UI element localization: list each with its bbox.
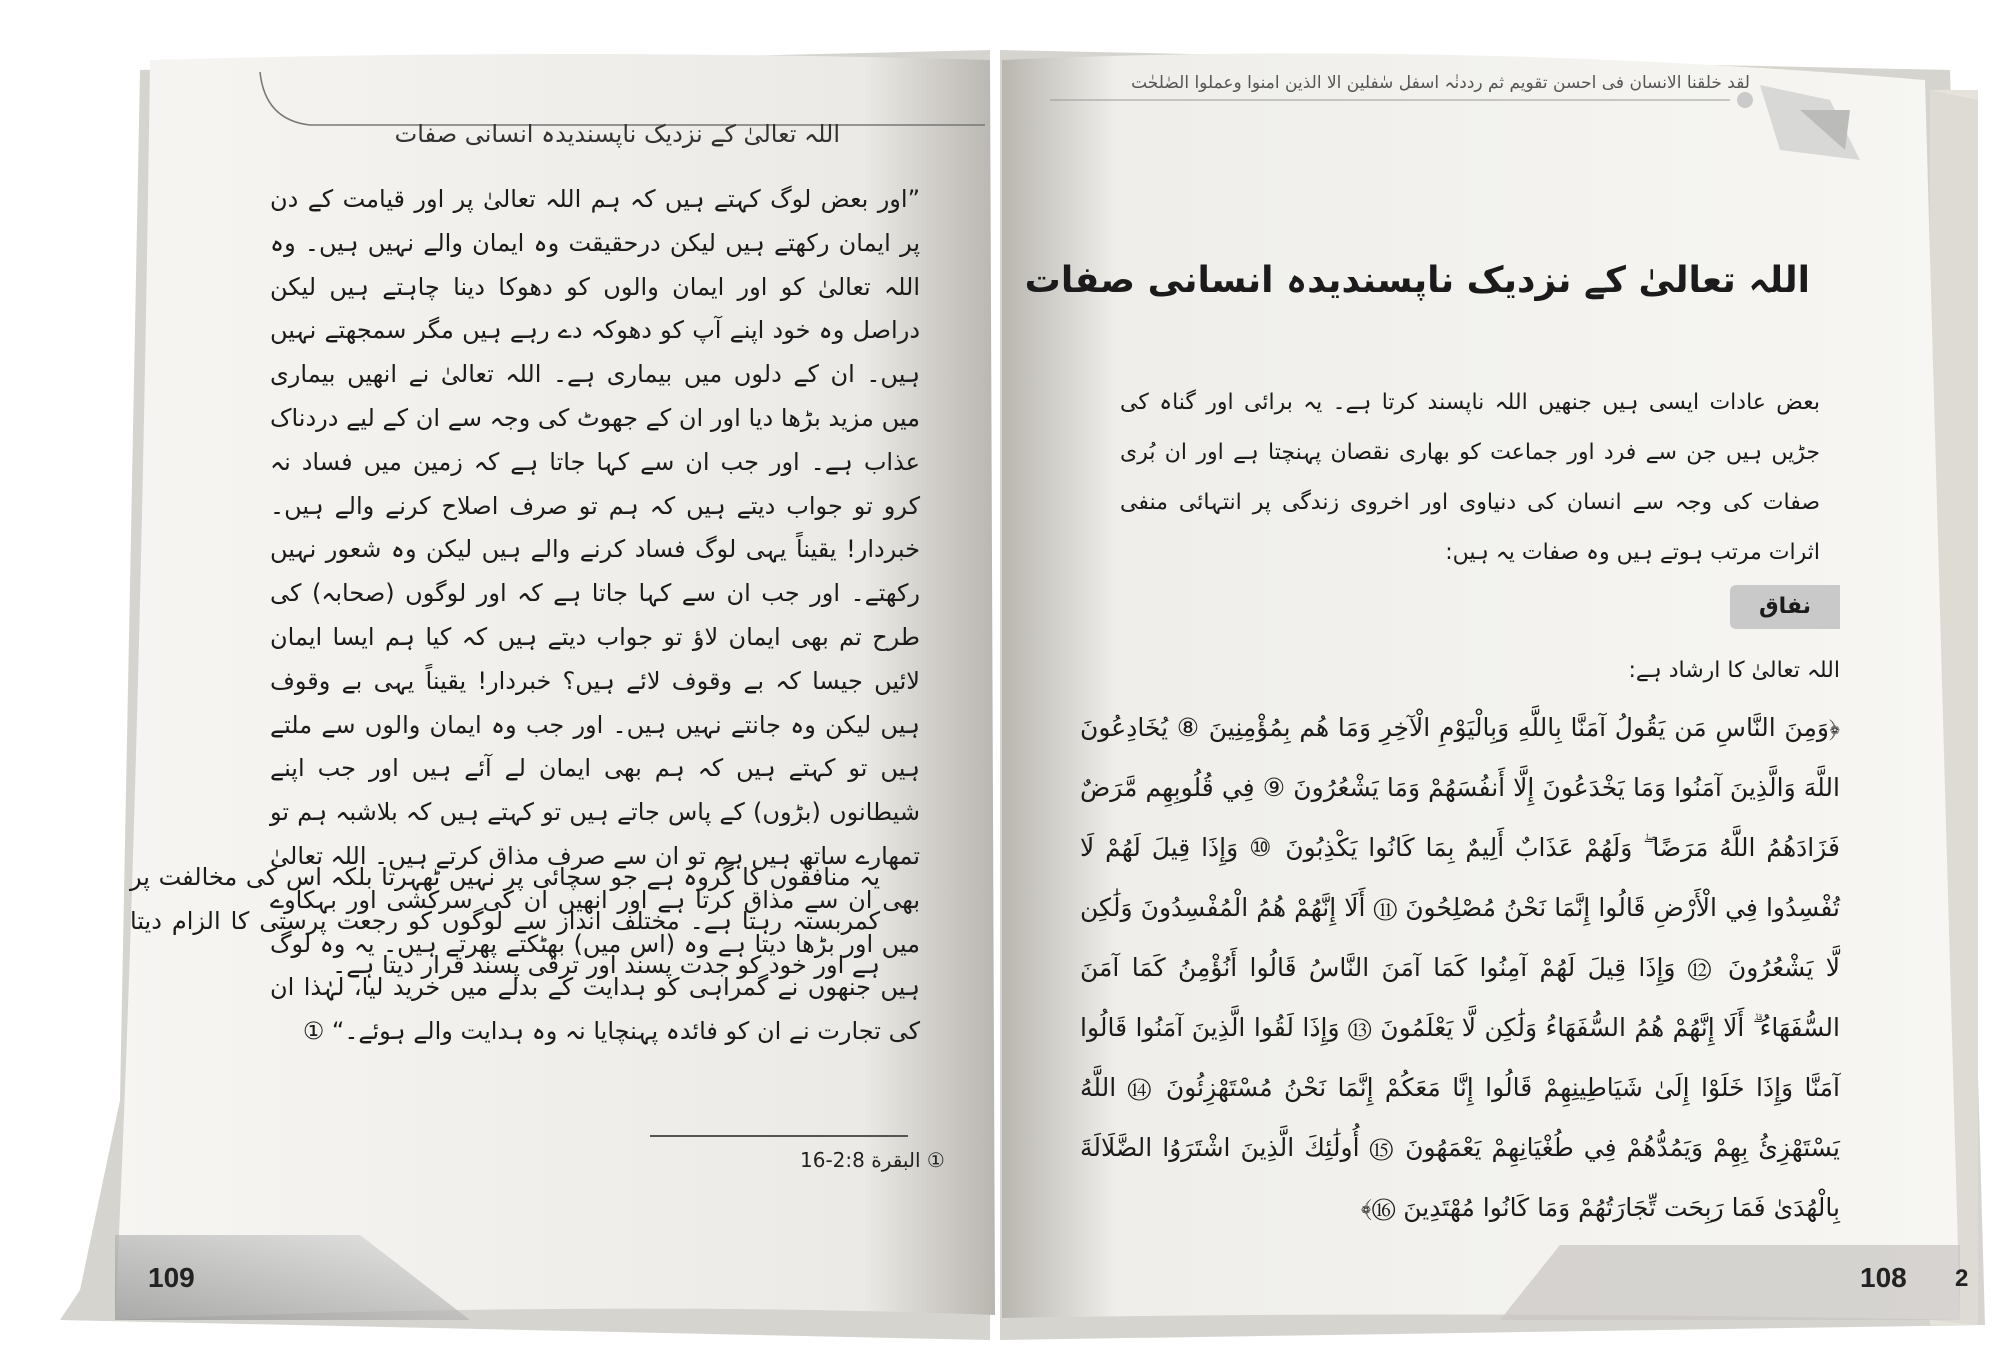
page-number-left: 109 (148, 1262, 195, 1293)
page-edge-number: 2 (1955, 1265, 1969, 1292)
section-label: نفاق (1730, 585, 1840, 629)
left-quote-paragraph: ”اور بعض لوگ کہتے ہیں کہ ہم اللہ تعالیٰ پر اور قیامت کے دن پر ایمان رکھتے ہیں لیکن درحقیقت وہ ایمان والے نہیں ہیں۔ وہ اللہ تعالیٰ کو اور ایمان والوں کو دھوکا دینا چاہتے ہیں لیکن دراصل وہ خود اپنے آپ کو دھوکہ دے رہے ہیں مگر سمجھتے نہیں ہیں۔ ان کے دلوں میں بیماری ہے۔ اللہ تعالیٰ نے انھیں بیماری میں مزید بڑھا دیا اور ان کے جھوٹ کی وجہ سے ان کے لیے دردناک عذاب ہے۔ اور جب ان سے کہا جاتا ہے کہ زمین میں فساد نہ کرو تو جواب دیتے ہیں کہ ہم تو صرف اصلاح کرنے والے ہیں۔ خبردار! یقیناً یہی لوگ فساد کرنے والے ہیں لیکن وہ شعور نہیں رکھتے۔ اور جب ان سے کہا جاتا ہے کہ اور لوگوں (صحابہ) کی طرح تم بھی ایمان لاؤ تو جواب دیتے ہیں کہ کیا ہم ایسا ایمان لائیں جیسا کہ بے وقوف لائے ہیں؟ خبردار! یقیناً یہی بے وقوف ہیں لیکن وہ جانتے نہیں ہیں۔ اور جب وہ ایمان والوں سے ملتے ہیں تو کہتے ہیں کہ ہم بھی ایمان لے آئے ہیں اور جب اپنے شیطانوں (بڑوں) کے پاس جاتے ہیں تو کہتے ہیں کہ بلاشبہ ہم تو تمھارے ساتھ ہیں ہم تو ان سے صرف مذاق کرتے ہیں۔ اللہ تعالیٰ بھی ان سے مذاق کرتا ہے اور انھیں ان کی سرکشی اور بہکاوے میں اور بڑھا دیتا ہے وہ (اس میں) بھٹکتے پھرتے ہیں۔ یہ وہ لوگ ہیں جنھوں نے گمراہی کو ہدایت کے بدلے میں خرید لیا، لہٰذا ان کی تجارت نے ان کو فائدہ پہنچایا نہ وہ ہدایت والے ہوئے۔“ ① (270, 185, 920, 1046)
footnote-rule (650, 1135, 908, 1137)
footnote: ① البقرة 2:8-16 (800, 1148, 945, 1172)
quran-passage: ﴿وَمِنَ النَّاسِ مَن يَقُولُ آمَنَّا بِاللَّهِ وَبِالْيَوْمِ الْآخِرِ وَمَا هُم بِمُؤْمِنِينَ ⑧ يُخَادِعُونَ اللَّهَ وَالَّذِينَ آمَنُوا وَمَا يَخْدَعُونَ إِلَّا أَنفُسَهُمْ وَمَا يَشْعُرُونَ ⑨ فِي قُلُوبِهِم مَّرَضٌ فَزَادَهُمُ اللَّهُ مَرَضًا ۖ وَلَهُمْ عَذَابٌ أَلِيمٌ بِمَا كَانُوا يَكْذِبُونَ ⑩ وَإِذَا قِيلَ لَهُمْ لَا تُفْسِدُوا فِي الْأَرْضِ قَالُوا إِنَّمَا نَحْنُ مُصْلِحُونَ ⑪ أَلَا إِنَّهُمْ هُمُ الْمُفْسِدُونَ وَلَٰكِن لَّا يَشْعُرُونَ ⑫ وَإِذَا قِيلَ لَهُمْ آمِنُوا كَمَا آمَنَ النَّاسُ قَالُوا أَنُؤْمِنُ كَمَا آمَنَ السُّفَهَاءُ ۗ أَلَا إِنَّهُمْ هُمُ السُّفَهَاءُ وَلَٰكِن لَّا يَعْلَمُونَ ⑬ وَإِذَا لَقُوا الَّذِينَ آمَنُوا قَالُوا آمَنَّا وَإِذَا خَلَوْا إِلَىٰ شَيَاطِينِهِمْ قَالُوا إِنَّا مَعَكُمْ إِنَّمَا نَحْنُ مُسْتَهْزِئُونَ ⑭ اللَّهُ يَسْتَهْزِئُ بِهِمْ وَيَمُدُّهُمْ فِي طُغْيَانِهِمْ يَعْمَهُونَ ⑮ أُولَٰئِكَ الَّذِينَ اشْتَرَوُا الضَّلَالَةَ بِالْهُدَىٰ فَمَا رَبِحَت تِّجَارَتُهُمْ وَمَا كَانُوا مُهْتَدِينَ ⑯﴾ (1080, 713, 1840, 1222)
intro-paragraph: بعض عادات ایسی ہیں جنھیں اللہ ناپسند کرتا ہے۔ یہ برائی اور گناہ کی جڑیں ہیں جن سے فرد اور جماعت کو بھاری نقصان پہنچتا ہے اور ان بُری صفات کی وجہ سے انسان کی دنیاوی اور اخروی زندگی پر انتہائی منفی اثرات مرتب ہوتے ہیں وہ صفات یہ ہیں: (1120, 390, 1820, 565)
verse-intro: اللہ تعالیٰ کا ارشاد ہے: (1628, 658, 1840, 683)
right-page (1020, 60, 1880, 1300)
right-running-head: لقد خلقنا الانسان فی احسن تقویم ثم رددنٰہ اسفل سٰفلین الا الذین امنوا وعملوا الصٰلحٰت (1131, 73, 1750, 93)
left-running-head: اللہ تعالیٰ کے نزدیک ناپسندیدہ انسانی صفات (394, 120, 840, 148)
page-title: اللہ تعالیٰ کے نزدیک ناپسندیدہ انسانی صفات (1024, 260, 1810, 301)
page-number-right: 108 (1860, 1262, 1907, 1293)
left-closing-paragraph: یہ منافقوں کا گروہ ہے جو سچائی پر نہیں ٹھہرتا بلکہ اس کی مخالفت پر کمربستہ رہتا ہے۔ مختلف انداز سے لوگوں کو رجعت پرستی کا الزام دیتا ہے اور خود کو جدت پسند اور ترقی پسند قرار دیتا ہے۔ (130, 863, 880, 979)
